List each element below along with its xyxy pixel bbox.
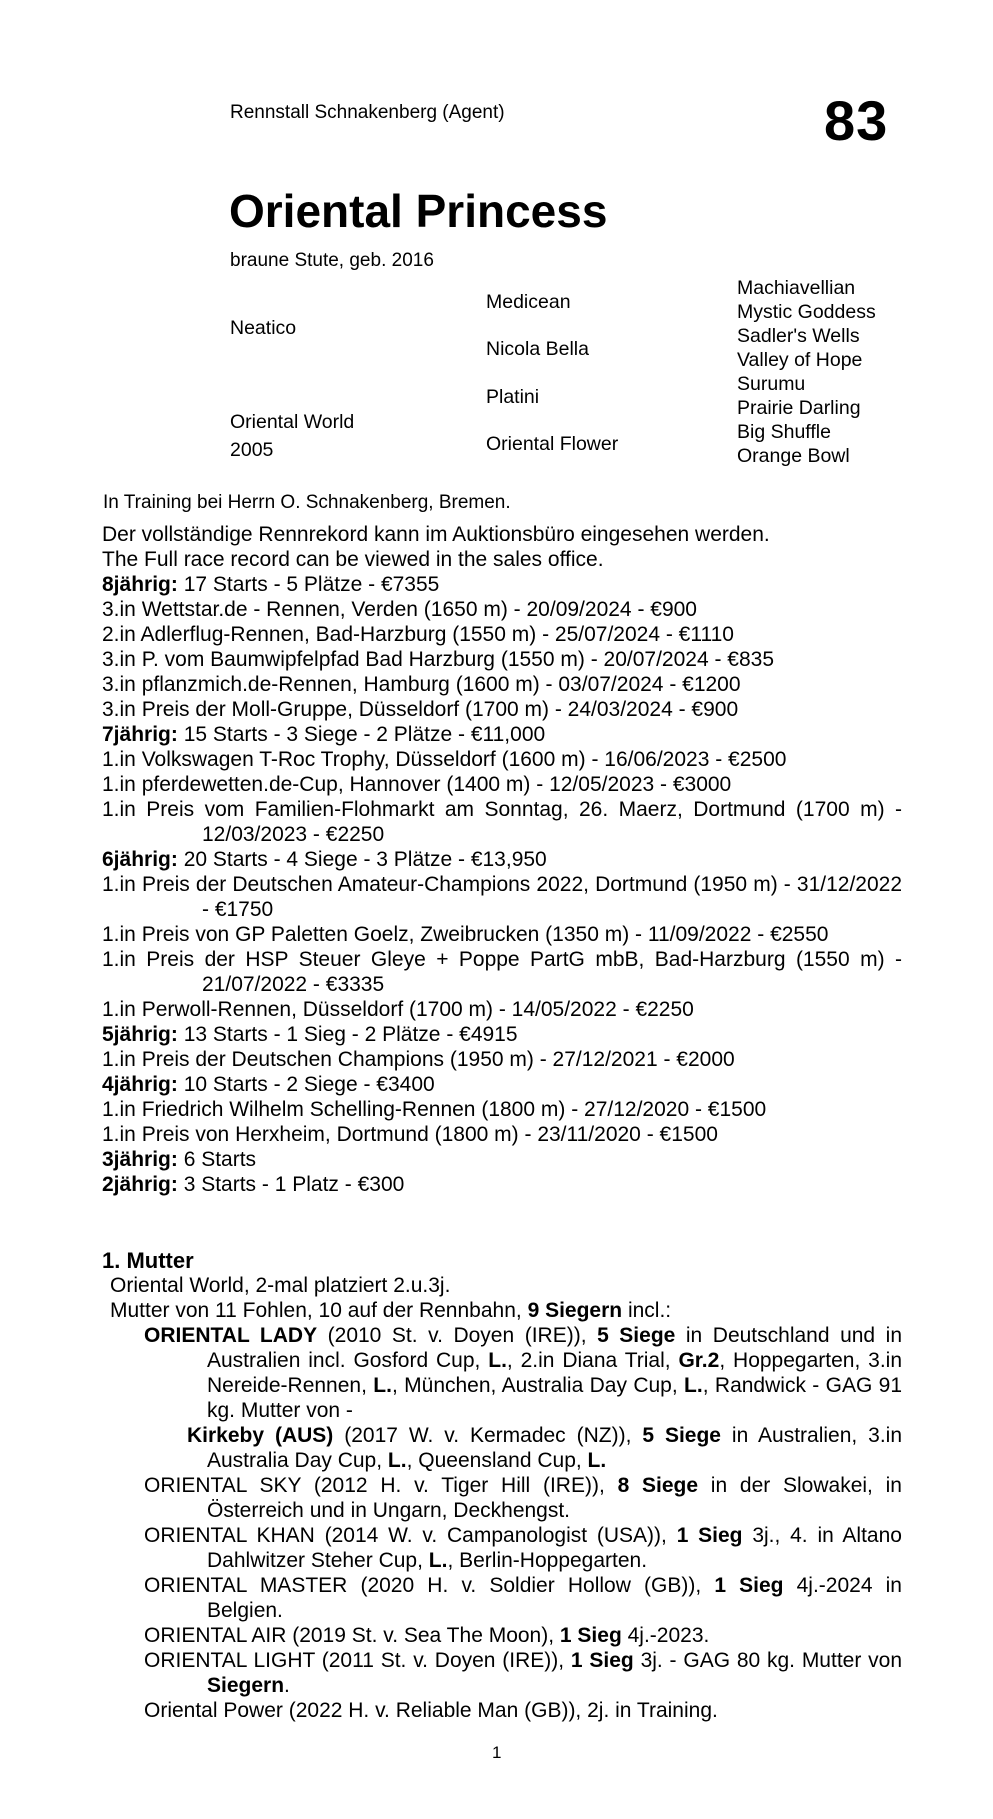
pedigree-sire-dam: Nicola Bella [486, 338, 589, 360]
progeny-bold: 1 Sieg [714, 1574, 784, 1597]
progeny-text: 4j.-2023. [621, 1624, 710, 1647]
progeny-text: ORIENTAL AIR (2019 St. v. Sea The Moon), [144, 1624, 560, 1647]
pedigree-gen3-3: Sadler's Wells [737, 325, 860, 347]
race-result: 2.in Adlerflug-Rennen, Bad-Harzburg (1550 m) - 25/07/2024 - €1110 [102, 623, 734, 646]
progeny-text: 3j. - GAG 80 kg. Mutter von [633, 1649, 902, 1672]
progeny-text: in der Slowakei, in Österreich und in Ungarn, Deckhengst. [207, 1474, 902, 1522]
record-age-label: 5jährig: [102, 1023, 178, 1046]
race-result: 1.in Perwoll-Rennen, Düsseldorf (1700 m) - 14/05/2022 - €2250 [102, 998, 694, 1021]
agent-name: Rennstall Schnakenberg (Agent) [230, 102, 505, 123]
pedigree-sire: Neatico [230, 317, 297, 339]
progeny-bold: Siegern [207, 1674, 285, 1697]
progeny-name: Kirkeby (AUS) [187, 1424, 334, 1447]
progeny-item [102, 1698, 902, 1723]
progeny-item [102, 1323, 902, 1423]
dam-winners-count: 9 Siegern [527, 1299, 623, 1322]
record-year-summary [102, 1022, 902, 1047]
record-year-stats: 17 Starts - 5 Plätze - €7355 [177, 573, 440, 596]
progeny-text: ORIENTAL KHAN (2014 W. v. Campanologist (USA)), [144, 1524, 677, 1547]
record-list [102, 572, 902, 1197]
dam-section [102, 1248, 902, 1723]
race-result: 1.in Friedrich Wilhelm Schelling-Rennen (1800 m) - 27/12/2020 - €1500 [102, 1098, 767, 1121]
race-result: 3.in Wettstar.de - Rennen, Verden (1650 m) - 20/09/2024 - €900 [102, 598, 697, 621]
progeny-bold: L. [488, 1349, 507, 1372]
record-year-stats: 15 Starts - 3 Siege - 2 Plätze - €11,000 [177, 723, 546, 746]
dam-produce-text-end: incl.: [622, 1299, 672, 1322]
progeny-text: . [284, 1674, 290, 1697]
progeny-text: ORIENTAL SKY (2012 H. v. Tiger Hill (IRE)), [144, 1474, 618, 1497]
record-year-summary [102, 572, 902, 597]
progeny-item [102, 1648, 902, 1698]
progeny-text: (2017 W. v. Kermadec (NZ)), [333, 1424, 643, 1447]
race-result: 1.in Preis der Deutschen Champions (1950 m) - 27/12/2021 - €2000 [102, 1048, 735, 1071]
record-age-label: 2jährig: [102, 1173, 178, 1196]
progeny-bold: 8 Siege [617, 1474, 699, 1497]
record-age-label: 4jährig: [102, 1073, 178, 1096]
race-result: 1.in Preis von GP Paletten Goelz, Zweibrucken (1350 m) - 11/09/2022 - €2550 [102, 923, 829, 946]
progeny-text: , München, Australia Day Cup, [391, 1374, 685, 1397]
record-age-label: 6jährig: [102, 848, 178, 871]
progeny-bold: L. [373, 1374, 392, 1397]
pedigree-gen3-5: Surumu [737, 373, 806, 395]
record-year-summary [102, 722, 902, 747]
progeny-text: (2010 St. v. Doyen (IRE)), [317, 1324, 598, 1347]
record-year-summary [102, 847, 902, 872]
race-result: 3.in P. vom Baumwipfelpfad Bad Harzburg (1550 m) - 20/07/2024 - €835 [102, 648, 774, 671]
pedigree-dam-dam: Oriental Flower [486, 433, 619, 455]
dam-summary: Oriental World, 2-mal platziert 2.u.3j. [110, 1274, 451, 1297]
pedigree-gen3-2: Mystic Goddess [737, 301, 876, 323]
record-age-label: 8jährig: [102, 573, 178, 596]
progeny-bold: L. [587, 1449, 607, 1472]
race-result: 1.in Volkswagen T-Roc Trophy, Düsseldorf (1600 m) - 16/06/2023 - €2500 [102, 748, 787, 771]
record-year-stats: 3 Starts - 1 Platz - €300 [177, 1173, 405, 1196]
race-result: 1.in Preis von Herxheim, Dortmund (1800 m) - 23/11/2020 - €1500 [102, 1123, 718, 1146]
race-result: 3.in Preis der Moll-Gruppe, Düsseldorf (1700 m) - 24/03/2024 - €900 [102, 698, 739, 721]
progeny-item [102, 1573, 902, 1623]
page-number: 1 [492, 1743, 502, 1762]
race-result: 1.in Preis der Deutschen Amateur-Champions 2022, Dortmund (1950 m) - 31/12/2022 - €1750 [102, 873, 902, 921]
lot-number: 83 [824, 89, 889, 152]
pedigree-gen3-6: Prairie Darling [737, 397, 861, 419]
progeny-text: , Hoppegarten, 3.in Nereide-Rennen, [207, 1349, 903, 1397]
race-result: 3.in pflanzmich.de-Rennen, Hamburg (1600 m) - 03/07/2024 - €1200 [102, 673, 741, 696]
progeny-text: in Australien, 3.in Australia Day Cup, [207, 1424, 903, 1472]
progeny-bold: L. [684, 1374, 703, 1397]
race-result: 1.in pferdewetten.de-Cup, Hannover (1400 m) - 12/05/2023 - €3000 [102, 773, 732, 796]
training-info: In Training bei Herrn O. Schnakenberg, Bremen. [103, 492, 511, 513]
record-age-label: 3jährig: [102, 1148, 178, 1171]
pedigree-gen3-1: Machiavellian [737, 277, 856, 299]
progeny-text: 4j.-2024 in Belgien. [207, 1574, 902, 1622]
progeny-text: , 2.in Diana Trial, [506, 1349, 679, 1372]
horse-name: Oriental Princess [229, 185, 608, 237]
pedigree-gen3-8: Orange Bowl [737, 445, 850, 467]
record-note-de: Der vollständige Rennrekord kann im Auktionsbüro eingesehen werden. [102, 523, 770, 546]
progeny-name: ORIENTAL LADY [144, 1324, 318, 1347]
race-result: 1.in Preis vom Familien-Flohmarkt am Sonntag, 26. Maerz, Dortmund (1700 m) - 12/03/2023 - €2250 [102, 798, 902, 846]
progeny-offspring-item [102, 1423, 902, 1473]
progeny-bold: 1 Sieg [676, 1524, 743, 1547]
progeny-bold: L. [428, 1549, 448, 1572]
progeny-bold: 5 Siege [642, 1424, 721, 1447]
record-year-summary [102, 1072, 902, 1097]
horse-description: braune Stute, geb. 2016 [230, 250, 434, 271]
progeny-text: ORIENTAL MASTER (2020 H. v. Soldier Hollow (GB)), [144, 1574, 715, 1597]
record-note-en: The Full race record can be viewed in the sales office. [102, 548, 604, 571]
progeny-bold: Gr.2 [678, 1349, 720, 1372]
record-year-stats: 13 Starts - 1 Sieg - 2 Plätze - €4915 [177, 1023, 518, 1046]
pedigree-sire-sire: Medicean [486, 291, 571, 313]
dam-produce-text: Mutter von 11 Fohlen, 10 auf der Rennbahn, [110, 1299, 528, 1322]
progeny-text: , Berlin-Hoppegarten. [447, 1549, 648, 1572]
race-result: 1.in Preis der HSP Steuer Gleye + Poppe PartG mbB, Bad-Harzburg (1550 m) - 21/07/2022 - €3335 [102, 948, 902, 996]
record-year-summary [102, 1172, 902, 1197]
dam-heading: 1. Mutter [102, 1248, 194, 1273]
record-age-label: 7jährig: [102, 723, 178, 746]
progeny-text: Oriental Power (2022 H. v. Reliable Man (GB)), 2j. in Training. [144, 1699, 718, 1722]
record-year-stats: 10 Starts - 2 Siege - €3400 [177, 1073, 435, 1096]
progeny-bold: 1 Sieg [570, 1649, 634, 1672]
progeny-text: , Queensland Cup, [406, 1449, 588, 1472]
dam-produce-summary [102, 1298, 902, 1323]
race-record [102, 522, 902, 1197]
pedigree-dam: Oriental World [230, 411, 355, 433]
progeny-item [102, 1523, 902, 1573]
progeny-item [102, 1623, 902, 1648]
pedigree-dam-year: 2005 [230, 439, 274, 461]
progeny-bold: 5 Siege [597, 1324, 676, 1347]
progeny-text: in Deutschland und in Australien incl. Gosford Cup, [207, 1324, 902, 1372]
pedigree-gen3-7: Big Shuffle [737, 421, 831, 443]
progeny-bold: 1 Sieg [559, 1624, 622, 1647]
pedigree-gen3-4: Valley of Hope [737, 349, 863, 371]
record-year-summary [102, 1147, 902, 1172]
progeny-text: , Randwick - GAG 91 kg. Mutter von - [207, 1374, 903, 1422]
progeny-bold: L. [387, 1449, 407, 1472]
record-year-stats: 20 Starts - 4 Siege - 3 Plätze - €13,950 [177, 848, 547, 871]
record-year-stats: 6 Starts [177, 1148, 257, 1171]
progeny-text: ORIENTAL LIGHT (2011 St. v. Doyen (IRE)), [144, 1649, 571, 1672]
progeny-text: 3j., 4. in Altano Dahlwitzer Steher Cup, [207, 1524, 902, 1572]
progeny-item [102, 1473, 902, 1523]
pedigree-dam-sire: Platini [486, 386, 540, 408]
